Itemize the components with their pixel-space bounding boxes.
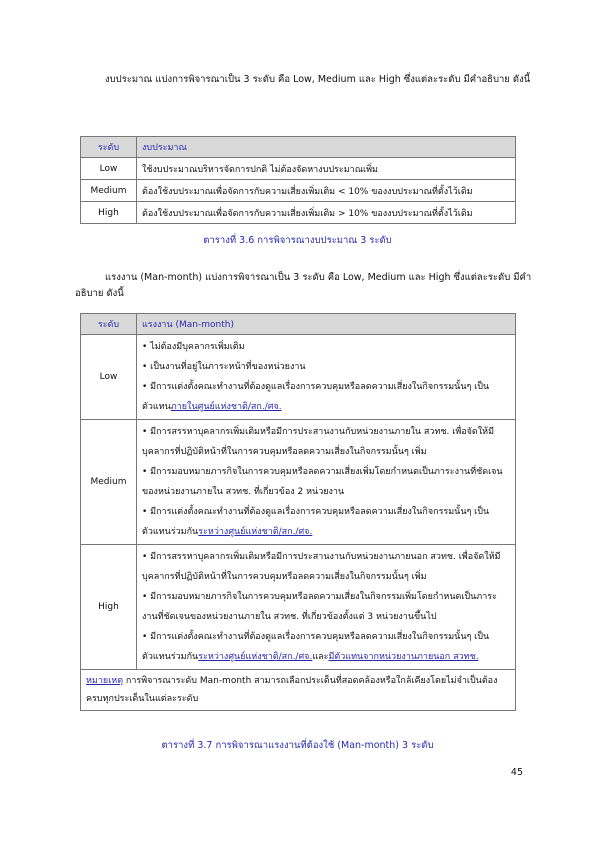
table-row-low: [81, 335, 516, 420]
header-level: ระดับ: [81, 137, 137, 158]
desc-cell: ต้องใช้งบประมาณเพื่อจัดการกับความเสี่ยงเพิ่มเติม > 10% ของงบประมาณที่ตั้งไว้เดิม: [137, 202, 516, 224]
table-caption-3-6: ตารางที่ 3.6 การพิจารณางบประมาณ 3 ระดับ: [203, 235, 392, 246]
table-header-row: [81, 137, 516, 158]
table-row-medium: [81, 420, 516, 545]
bullet-item: • มีการมอบหมายภารกิจในการควบคุมหรือลดความเสี่ยงเพิ่มโดยกำหนดเป็นภาระงานที่ชัดเจนของหน่วยงานภายใน สวทช. ที่เกี่ยวข้อง 2 หน่วยงาน: [142, 467, 503, 497]
table-row: [81, 158, 516, 180]
table-header-row: [81, 314, 516, 335]
budget-table: [80, 136, 516, 224]
bullet-item: [142, 377, 510, 417]
bullet-text: • มีการแต่งตั้งคณะทำงานที่ต้องดูแลเรื่องการควบคุมหรือลดความเสี่ยงในกิจกรรมนั้นๆ เป็นตัวแทนร่วมกัน: [142, 507, 490, 537]
table-row-high: [81, 545, 516, 670]
level-cell: High: [81, 545, 137, 670]
header-budget: งบประมาณ: [137, 137, 516, 158]
page-number: 45: [510, 767, 523, 778]
bullet-item: • มีการสรรหาบุคลากรเพิ่มเติมหรือมีการประสานงานกับหน่วยงานภายใน สวทช. เพื่อจัดให้มีบุคลากรที่ปฏิบัติหน้าที่ในการควบคุมหรือลดความเสี่ยงในกิจกรรมนั้นๆ เพิ่ม: [142, 427, 495, 457]
note-label[interactable]: หมายเหตุ: [86, 676, 124, 686]
desc-cell: [137, 335, 516, 420]
link-external-representative[interactable]: มีตัวแทนจากหน่วยงานภายนอก สวทช.: [328, 652, 479, 662]
desc-cell: ใช้งบประมาณบริหารจัดการปกติ ไม่ต้องจัดหางบประมาณเพิ่ม: [137, 158, 516, 180]
bullet-text: • มีการแต่งตั้งคณะทำงานที่ต้องดูแลเรื่องการควบคุมหรือลดความเสี่ยงในกิจกรรมนั้นๆ เป็นตัวแทน: [142, 382, 490, 412]
link-between-units[interactable]: ระหว่างศูนย์แห่งชาติ/สก./ศจ.: [198, 527, 313, 537]
manmonth-table: [80, 313, 516, 711]
level-cell: High: [81, 202, 137, 224]
header-level: ระดับ: [81, 314, 137, 335]
level-cell: Medium: [81, 420, 137, 545]
link-internal-units[interactable]: ภายในศูนย์แห่งชาติ/สก./ศจ.: [170, 402, 282, 412]
table-note-row: [81, 670, 516, 711]
bullet-item: [142, 502, 510, 542]
bullet-text: • มีการแต่งตั้งคณะทำงานที่ต้องดูแลเรื่องการควบคุมหรือลดความเสี่ยงในกิจกรรมนั้นๆ เป็นตัวแทนร่วมกัน: [142, 632, 490, 662]
desc-cell: [137, 420, 516, 545]
note-text: การพิจารณาระดับ Man-month สามารถเลือกประเด็นที่สอดคล้องหรือใกล้เคียงโดยไม่จำเป็นต้องครบทุกประเด็นในแต่ละระดับ: [86, 676, 498, 704]
bullet-text: และ: [312, 652, 329, 662]
note-cell: [81, 670, 516, 711]
bullet-item: • มีการสรรหาบุคลากรเพิ่มเติมหรือมีการประสานงานกับหน่วยงานภายนอก สวทช. เพื่อจัดให้มีบุคลากรที่ปฏิบัติหน้าที่ในการควบคุมหรือลดความเสี่ยงในกิจกรรมนั้นๆ เพิ่ม: [142, 552, 501, 582]
table-caption-3-7: ตารางที่ 3.7 การพิจารณาแรงงานที่ต้องใช้ (Man-month) 3 ระดับ: [161, 740, 434, 751]
desc-cell: [137, 545, 516, 670]
table-row: [81, 180, 516, 202]
bullet-item: • มีการมอบหมายภารกิจในการควบคุมหรือลดความเสี่ยงในกิจกรรมเพิ่มโดยกำหนดเป็นภาระงานที่ชัดเจนของหน่วยงานภายใน สวทช. ที่เกี่ยวข้องตั้งแต่ 3 หน่วยงานขึ้นไป: [142, 592, 497, 622]
level-cell: Medium: [81, 180, 137, 202]
table-row: [81, 202, 516, 224]
intro-paragraph-budget: งบประมาณ แบ่งการพิจารณาเป็น 3 ระดับ คือ Low, Medium และ High ซึ่งแต่ละระดับ มีคำอธิบาย ดังนี้: [105, 74, 531, 85]
intro-paragraph-manmonth: แรงงาน (Man-month) แบ่งการพิจารณาเป็น 3 ระดับ คือ Low, Medium และ High ซึ่งแต่ละระดับ มีคำอธิบาย ดังนี้: [75, 272, 532, 299]
desc-cell: ต้องใช้งบประมาณเพื่อจัดการกับความเสี่ยงเพิ่มเติม < 10% ของงบประมาณที่ตั้งไว้เดิม: [137, 180, 516, 202]
level-cell: Low: [81, 335, 137, 420]
header-manmonth: แรงงาน (Man-month): [137, 314, 516, 335]
level-cell: Low: [81, 158, 137, 180]
bullet-item: [142, 627, 510, 667]
bullet-item: • เป็นงานที่อยู่ในภาระหน้าที่ของหน่วยงาน: [142, 362, 306, 372]
link-between-units[interactable]: ระหว่างศูนย์แห่งชาติ/สก./ศจ.: [198, 652, 313, 662]
bullet-item: • ไม่ต้องมีบุคลากรเพิ่มเติม: [142, 342, 245, 352]
